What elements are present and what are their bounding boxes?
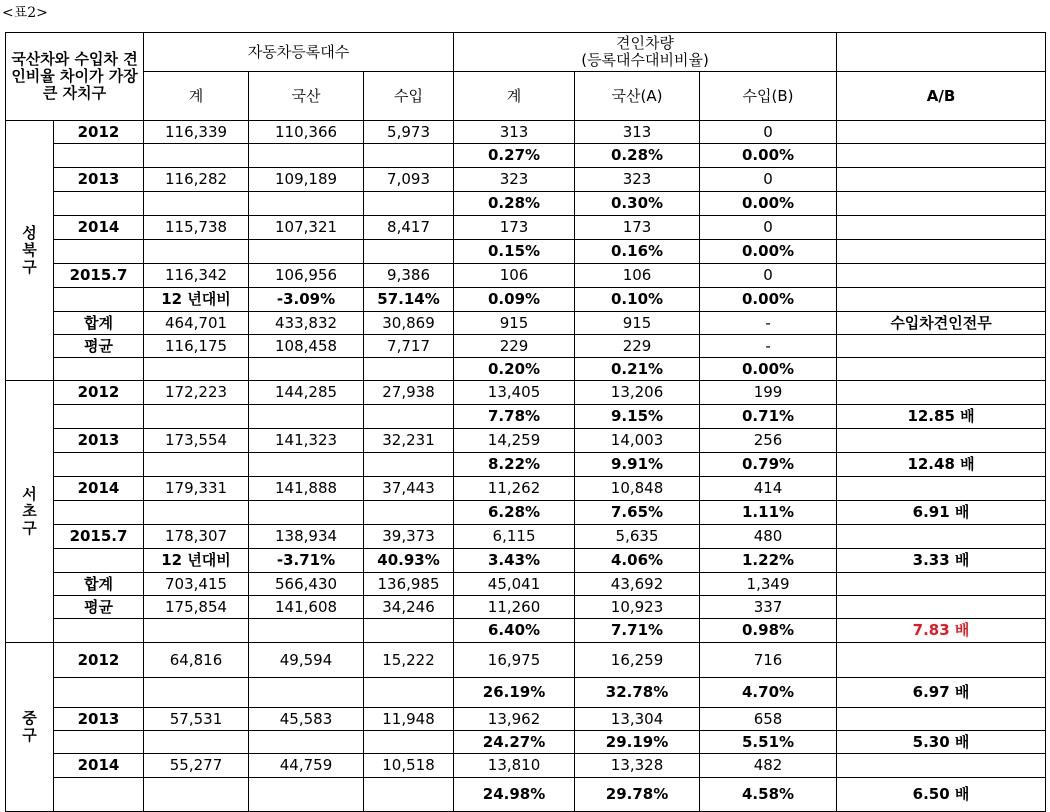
domestic-cell: -3.09% (249, 288, 364, 312)
domestic-cell: 141,888 (249, 477, 364, 501)
total-cell: 55,277 (144, 754, 249, 778)
towed-domestic-cell: 10,848 (575, 477, 700, 501)
domestic-cell (249, 453, 364, 477)
row-label: 평균 (54, 596, 144, 619)
domestic-cell: 106,956 (249, 264, 364, 288)
row-label (54, 144, 144, 168)
towed-domestic-cell: 173 (575, 216, 700, 240)
domestic-cell: 433,832 (249, 312, 364, 335)
row-label: 2013 (54, 168, 144, 192)
total-cell (144, 453, 249, 477)
towed-import-cell: 4.70% (700, 678, 837, 708)
towed-total-cell: 11,262 (454, 477, 575, 501)
row-label (54, 453, 144, 477)
region-name-char: 서 (22, 485, 37, 503)
domestic-cell: 44,759 (249, 754, 364, 778)
table-row (6, 405, 1046, 429)
import-cell (364, 405, 454, 429)
domestic-cell: 49,594 (249, 643, 364, 678)
domestic-cell (249, 501, 364, 525)
row-label: 합계 (54, 312, 144, 335)
towed-domestic-cell: 323 (575, 168, 700, 192)
domestic-cell: 144,285 (249, 381, 364, 405)
import-cell (364, 240, 454, 264)
towed-import-cell: 480 (700, 525, 837, 549)
ratio-cell: 6.91 배 (837, 501, 1046, 525)
towed-domestic-cell: 14,003 (575, 429, 700, 453)
import-cell: 9,386 (364, 264, 454, 288)
towed-import-cell: 658 (700, 708, 837, 731)
ratio-cell (837, 525, 1046, 549)
towed-total-cell: 13,962 (454, 708, 575, 731)
table-row (6, 549, 1046, 573)
ratio-cell (837, 240, 1046, 264)
import-cell: 27,938 (364, 381, 454, 405)
ratio-cell (837, 121, 1046, 144)
total-cell: 464,701 (144, 312, 249, 335)
total-cell: 116,282 (144, 168, 249, 192)
table-row (6, 358, 1046, 381)
import-cell: 5,973 (364, 121, 454, 144)
towed-import-cell: 256 (700, 429, 837, 453)
corner-header: 국산차와 수입차 견인비율 차이가 가장 큰 자치구 (6, 33, 144, 121)
towed-domestic-cell: 7.71% (575, 619, 700, 643)
towed-total-cell: 8.22% (454, 453, 575, 477)
total-cell: 116,339 (144, 121, 249, 144)
region-name-char: 구 (22, 258, 37, 276)
row-label: 2015.7 (54, 525, 144, 549)
towed-total-cell: 0.15% (454, 240, 575, 264)
domestic-cell (249, 240, 364, 264)
table-row (6, 501, 1046, 525)
col-towed-total-header: 계 (454, 72, 575, 121)
towed-import-cell: 199 (700, 381, 837, 405)
table-row (6, 754, 1046, 778)
ratio-cell (837, 288, 1046, 312)
region-name-char: 구 (22, 726, 37, 744)
domestic-cell (249, 778, 364, 812)
towed-total-cell: 7.78% (454, 405, 575, 429)
table-row (6, 335, 1046, 358)
towed-domestic-cell: 13,328 (575, 754, 700, 778)
towed-import-cell: 0.71% (700, 405, 837, 429)
domestic-cell: 109,189 (249, 168, 364, 192)
domestic-cell: 45,583 (249, 708, 364, 731)
ratio-cell (837, 429, 1046, 453)
import-cell: 39,373 (364, 525, 454, 549)
total-cell: 12 년대비 (144, 549, 249, 573)
table-row (6, 453, 1046, 477)
total-cell: 115,738 (144, 216, 249, 240)
import-cell (364, 453, 454, 477)
total-cell (144, 731, 249, 754)
ratio-cell (837, 754, 1046, 778)
towed-domestic-cell: 7.65% (575, 501, 700, 525)
towed-import-cell: 337 (700, 596, 837, 619)
header-row-2 (6, 72, 1046, 121)
row-label (54, 192, 144, 216)
towed-domestic-cell: 9.91% (575, 453, 700, 477)
table-row (6, 778, 1046, 812)
table-row (6, 192, 1046, 216)
table-row (6, 596, 1046, 619)
import-cell: 7,717 (364, 335, 454, 358)
ratio-cell (837, 168, 1046, 192)
towed-domestic-cell: 229 (575, 335, 700, 358)
towed-import-cell: 0 (700, 264, 837, 288)
row-label (54, 778, 144, 812)
towed-import-cell: 0.00% (700, 192, 837, 216)
towed-domestic-cell: 0.10% (575, 288, 700, 312)
towed-total-cell: 229 (454, 335, 575, 358)
row-label (54, 619, 144, 643)
table-row (6, 477, 1046, 501)
import-cell: 11,948 (364, 708, 454, 731)
towed-import-cell: 5.51% (700, 731, 837, 754)
import-cell: 10,518 (364, 754, 454, 778)
table-row (6, 381, 1046, 405)
towed-domestic-cell: 4.06% (575, 549, 700, 573)
towed-total-cell: 0.09% (454, 288, 575, 312)
domestic-cell (249, 405, 364, 429)
total-cell: 173,554 (144, 429, 249, 453)
col-total-header: 계 (144, 72, 249, 121)
towed-total-cell: 24.98% (454, 778, 575, 812)
towed-domestic-cell: 16,259 (575, 643, 700, 678)
row-label: 2014 (54, 477, 144, 501)
row-label (54, 678, 144, 708)
region-name-char: 중 (22, 709, 37, 727)
ratio-cell (837, 477, 1046, 501)
row-label (54, 731, 144, 754)
row-label: 2013 (54, 708, 144, 731)
total-cell: 116,175 (144, 335, 249, 358)
region-name-char: 북 (22, 241, 37, 259)
import-cell: 57.14% (364, 288, 454, 312)
towed-total-cell: 323 (454, 168, 575, 192)
towed-import-cell: 482 (700, 754, 837, 778)
table-row (6, 619, 1046, 643)
towed-import-cell: 0.00% (700, 288, 837, 312)
col-towed-domestic-header: 국산(A) (575, 72, 700, 121)
towed-domestic-cell: 32.78% (575, 678, 700, 708)
table-row (6, 264, 1046, 288)
table-caption: <표2> (2, 5, 48, 21)
towed-import-cell: 0.00% (700, 240, 837, 264)
towed-total-cell: 24.27% (454, 731, 575, 754)
towed-domestic-cell: 106 (575, 264, 700, 288)
towed-total-cell: 0.27% (454, 144, 575, 168)
ratio-cell (837, 381, 1046, 405)
ratio-cell (837, 643, 1046, 678)
import-cell (364, 778, 454, 812)
ratio-cell (837, 708, 1046, 731)
row-label: 합계 (54, 573, 144, 596)
towed-import-cell: 0.98% (700, 619, 837, 643)
ratio-cell (837, 192, 1046, 216)
total-cell: 116,342 (144, 264, 249, 288)
total-cell (144, 405, 249, 429)
domestic-cell: 107,321 (249, 216, 364, 240)
domestic-cell: 110,366 (249, 121, 364, 144)
total-cell (144, 358, 249, 381)
towed-domestic-cell: 0.16% (575, 240, 700, 264)
col-ratio-header: A/B (837, 72, 1046, 121)
total-cell (144, 619, 249, 643)
domestic-cell (249, 192, 364, 216)
domestic-cell (249, 358, 364, 381)
towed-domestic-cell: 9.15% (575, 405, 700, 429)
table-row (6, 731, 1046, 754)
region-name-char: 초 (22, 502, 37, 520)
ratio-cell: 6.50 배 (837, 778, 1046, 812)
towed-total-cell: 6.28% (454, 501, 575, 525)
import-cell (364, 358, 454, 381)
row-label: 2014 (54, 216, 144, 240)
towed-import-cell: 4.58% (700, 778, 837, 812)
registered-group-header: 자동차등록대수 (144, 33, 454, 72)
header-row-1 (6, 33, 1046, 72)
ratio-cell (837, 573, 1046, 596)
towed-import-cell: 0 (700, 168, 837, 192)
towed-total-cell: 45,041 (454, 573, 575, 596)
total-cell: 703,415 (144, 573, 249, 596)
total-cell (144, 678, 249, 708)
towed-total-cell: 11,260 (454, 596, 575, 619)
towed-total-cell: 3.43% (454, 549, 575, 573)
row-label: 2012 (54, 121, 144, 144)
towed-domestic-cell: 915 (575, 312, 700, 335)
towed-import-cell: 0.00% (700, 358, 837, 381)
towed-domestic-cell: 29.78% (575, 778, 700, 812)
towed-total-cell: 26.19% (454, 678, 575, 708)
towed-total-cell: 13,810 (454, 754, 575, 778)
ratio-cell (837, 216, 1046, 240)
table-row (6, 216, 1046, 240)
towed-import-cell: - (700, 335, 837, 358)
table-row (6, 643, 1046, 678)
towed-import-cell: 0.00% (700, 144, 837, 168)
total-cell: 57,531 (144, 708, 249, 731)
total-cell: 175,854 (144, 596, 249, 619)
ratio-cell: 12.48 배 (837, 453, 1046, 477)
import-cell (364, 144, 454, 168)
towed-total-cell: 106 (454, 264, 575, 288)
towed-group-header (454, 33, 837, 72)
col-domestic-header: 국산 (249, 72, 364, 121)
row-label: 평균 (54, 335, 144, 358)
row-label: 2015.7 (54, 264, 144, 288)
towed-group-title: 견인차량 (616, 34, 675, 52)
table-row (6, 429, 1046, 453)
domestic-cell (249, 731, 364, 754)
row-label: 2014 (54, 754, 144, 778)
towed-group-subtitle: (등록대수대비비율) (581, 51, 709, 69)
total-cell: 64,816 (144, 643, 249, 678)
domestic-cell (249, 678, 364, 708)
region-name (6, 381, 54, 643)
ratio-cell (837, 358, 1046, 381)
domestic-cell (249, 144, 364, 168)
table-row (6, 144, 1046, 168)
domestic-cell: 141,608 (249, 596, 364, 619)
towed-total-cell: 16,975 (454, 643, 575, 678)
table-row (6, 168, 1046, 192)
row-label: 2012 (54, 381, 144, 405)
domestic-cell: 141,323 (249, 429, 364, 453)
import-cell (364, 501, 454, 525)
import-cell (364, 192, 454, 216)
towed-domestic-cell: 5,635 (575, 525, 700, 549)
domestic-cell: 138,934 (249, 525, 364, 549)
towed-domestic-cell: 0.28% (575, 144, 700, 168)
table-row (6, 288, 1046, 312)
ratio-cell: 7.83 배 (837, 619, 1046, 643)
total-cell: 179,331 (144, 477, 249, 501)
table-row (6, 121, 1046, 144)
domestic-cell (249, 619, 364, 643)
import-cell: 8,417 (364, 216, 454, 240)
towed-total-cell: 0.28% (454, 192, 575, 216)
total-cell (144, 240, 249, 264)
ratio-cell (837, 335, 1046, 358)
table-row (6, 573, 1046, 596)
towed-import-cell: 716 (700, 643, 837, 678)
towed-domestic-cell: 13,304 (575, 708, 700, 731)
towed-import-cell: - (700, 312, 837, 335)
total-cell (144, 192, 249, 216)
ratio-cell: 수입차견인전무 (837, 312, 1046, 335)
region-name (6, 121, 54, 381)
ratio-cell (837, 264, 1046, 288)
towed-domestic-cell: 43,692 (575, 573, 700, 596)
towed-total-cell: 6.40% (454, 619, 575, 643)
ratio-cell: 5.30 배 (837, 731, 1046, 754)
total-cell (144, 144, 249, 168)
import-cell (364, 731, 454, 754)
table-row (6, 240, 1046, 264)
towed-import-cell: 414 (700, 477, 837, 501)
towed-total-cell: 13,405 (454, 381, 575, 405)
towed-domestic-cell: 0.21% (575, 358, 700, 381)
row-label: 2013 (54, 429, 144, 453)
row-label (54, 240, 144, 264)
region-name-char: 성 (22, 224, 37, 242)
ratio-cell (837, 144, 1046, 168)
domestic-cell: -3.71% (249, 549, 364, 573)
towed-import-cell: 0.79% (700, 453, 837, 477)
ratio-cell: 6.97 배 (837, 678, 1046, 708)
row-label (54, 549, 144, 573)
total-cell: 178,307 (144, 525, 249, 549)
towed-total-cell: 14,259 (454, 429, 575, 453)
import-cell (364, 619, 454, 643)
import-cell: 7,093 (364, 168, 454, 192)
import-cell: 40.93% (364, 549, 454, 573)
towed-domestic-cell: 10,923 (575, 596, 700, 619)
region-name (6, 643, 54, 812)
towed-total-cell: 0.20% (454, 358, 575, 381)
towed-import-cell: 1,349 (700, 573, 837, 596)
table-row (6, 312, 1046, 335)
col-import-header: 수입 (364, 72, 454, 121)
towed-domestic-cell: 13,206 (575, 381, 700, 405)
towed-total-cell: 915 (454, 312, 575, 335)
total-cell (144, 778, 249, 812)
region-name-char: 구 (22, 519, 37, 537)
row-label (54, 405, 144, 429)
towed-total-cell: 313 (454, 121, 575, 144)
towed-domestic-cell: 313 (575, 121, 700, 144)
import-cell: 37,443 (364, 477, 454, 501)
towed-import-cell: 1.22% (700, 549, 837, 573)
domestic-cell: 566,430 (249, 573, 364, 596)
row-label (54, 501, 144, 525)
table-row (6, 525, 1046, 549)
towed-import-cell: 0 (700, 121, 837, 144)
import-cell: 30,869 (364, 312, 454, 335)
ratio-cell (837, 596, 1046, 619)
row-label: 2012 (54, 643, 144, 678)
blank-header (837, 33, 1046, 72)
import-cell: 15,222 (364, 643, 454, 678)
towed-total-cell: 173 (454, 216, 575, 240)
towed-total-cell: 6,115 (454, 525, 575, 549)
stats-table (5, 32, 1046, 812)
import-cell: 34,246 (364, 596, 454, 619)
ratio-cell: 3.33 배 (837, 549, 1046, 573)
row-label (54, 288, 144, 312)
import-cell (364, 678, 454, 708)
total-cell: 12 년대비 (144, 288, 249, 312)
ratio-cell: 12.85 배 (837, 405, 1046, 429)
total-cell (144, 501, 249, 525)
import-cell: 32,231 (364, 429, 454, 453)
row-label (54, 358, 144, 381)
towed-import-cell: 1.11% (700, 501, 837, 525)
total-cell: 172,223 (144, 381, 249, 405)
import-cell: 136,985 (364, 573, 454, 596)
domestic-cell: 108,458 (249, 335, 364, 358)
towed-domestic-cell: 0.30% (575, 192, 700, 216)
col-towed-import-header: 수입(B) (700, 72, 837, 121)
table-row (6, 708, 1046, 731)
towed-import-cell: 0 (700, 216, 837, 240)
towed-domestic-cell: 29.19% (575, 731, 700, 754)
table-row (6, 678, 1046, 708)
